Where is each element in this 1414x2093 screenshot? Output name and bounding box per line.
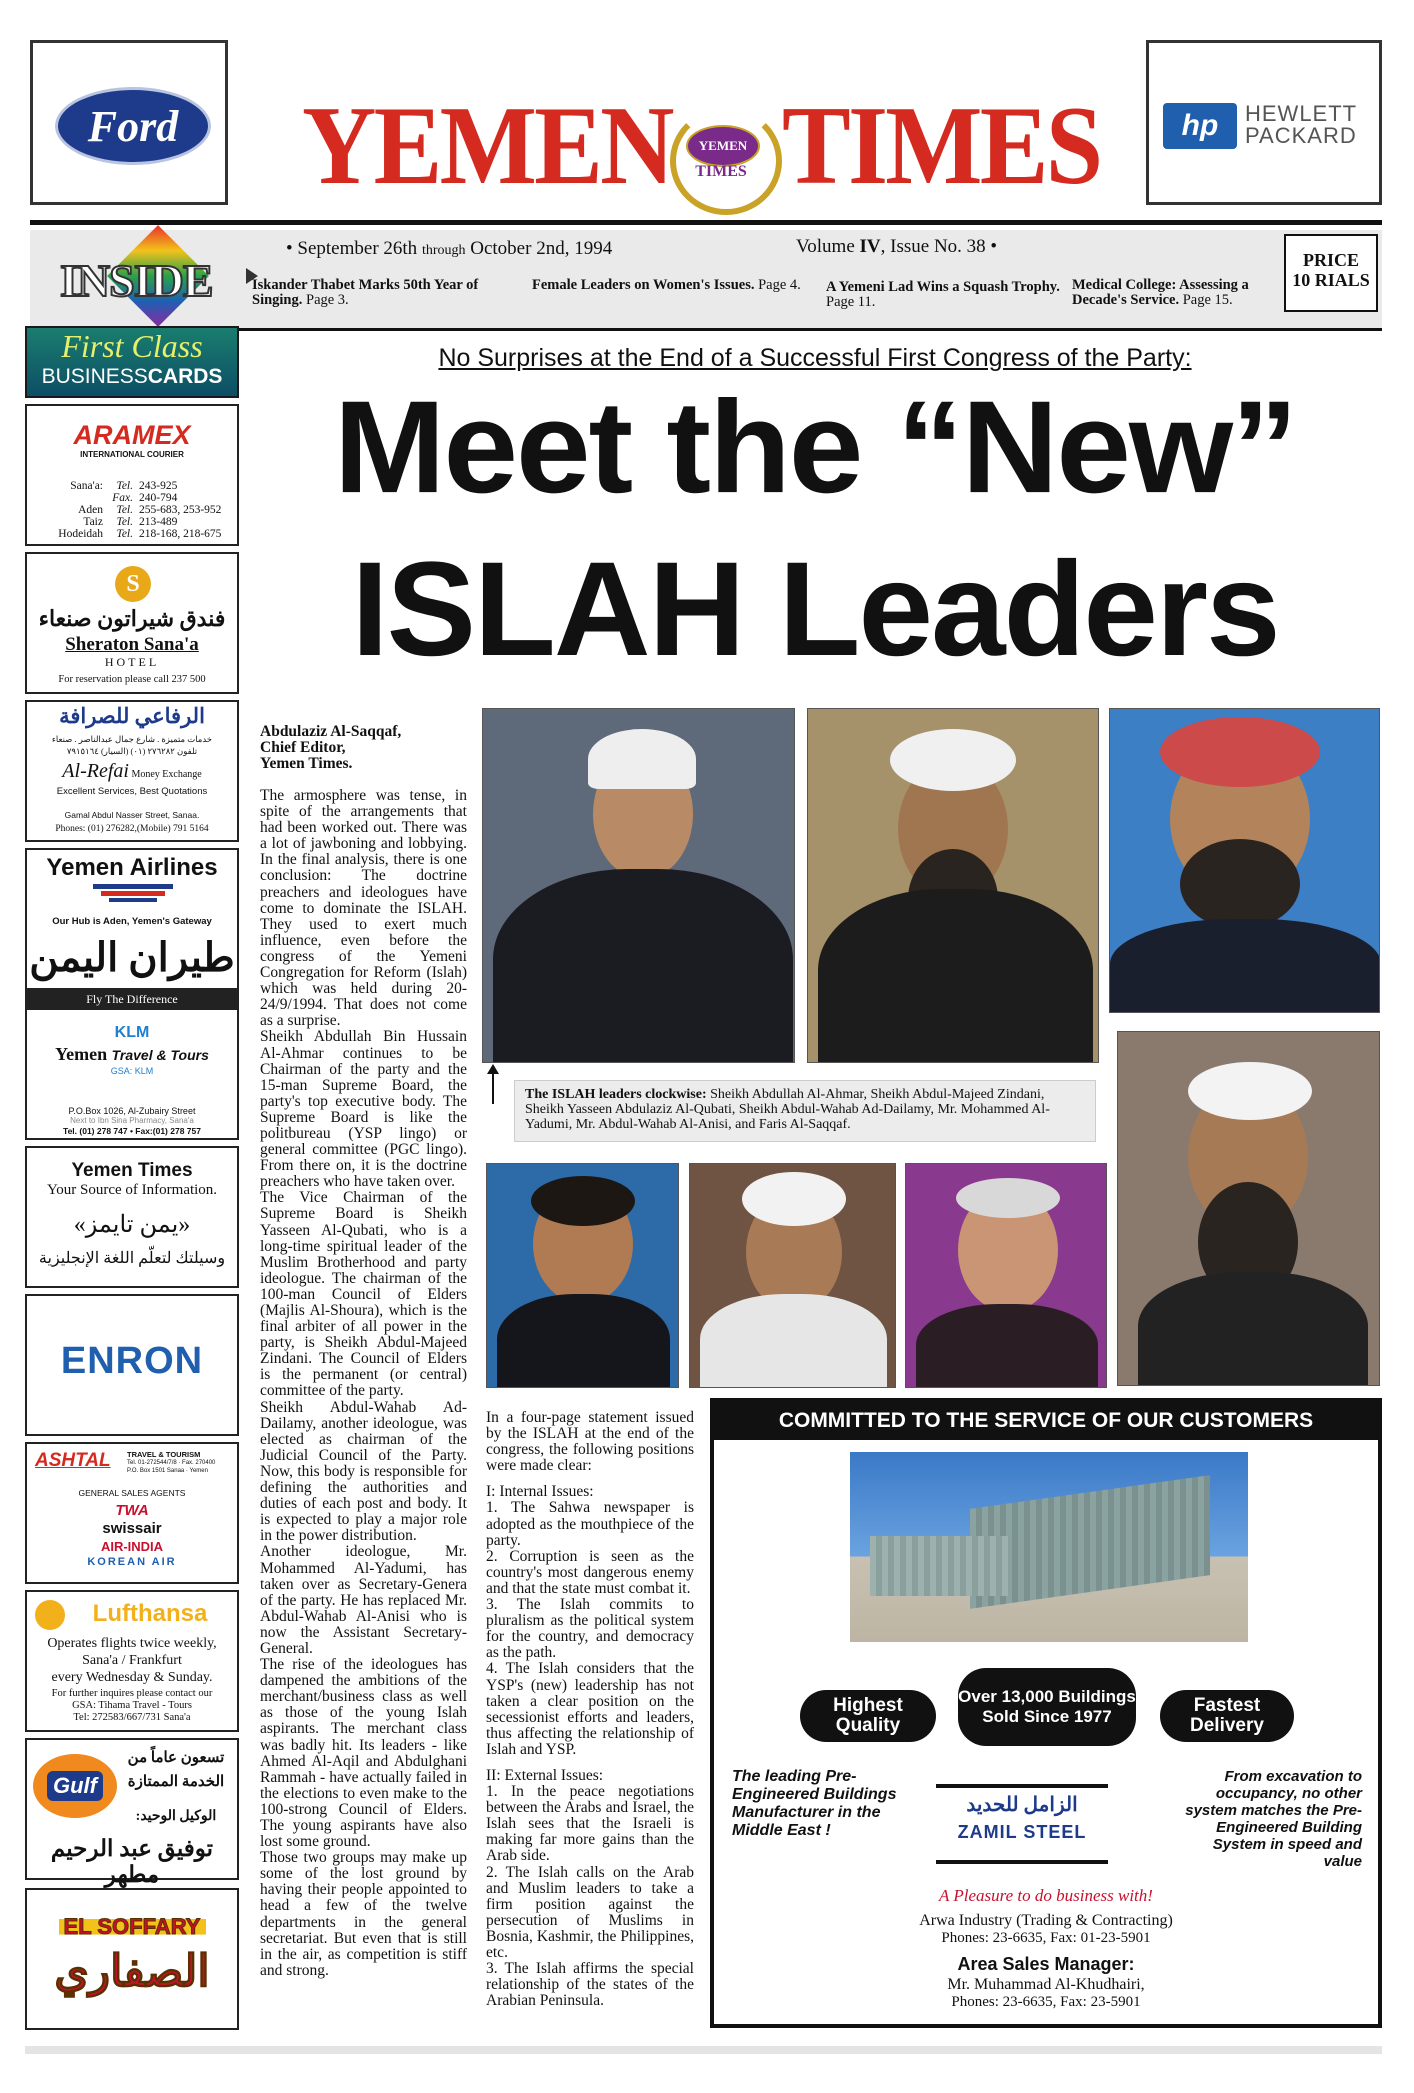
alrefai-arabic-phone: تلفون ٢٧٦٢٨٢ (٠١) (السيار) ٧٩١٥١٦٤ [66,746,198,756]
ad-zamil-steel[interactable] [710,1398,1382,2028]
aramex-city: Aden [78,504,103,516]
article-paragraph: Those two groups may make up some of the lost ground by having their people appointed to head a few of the twelve departments in the general secretariat. But even that is still in the air, as competition is stiff and strong. [260,1849,467,1979]
lufthansa-l4: For further inquires please contact our [51,1688,213,1699]
klm-addr1: P.O.Box 1026, Al-Zubairy Street [68,1106,196,1116]
aramex-label: Tel. [116,516,133,528]
photo-anisi [689,1163,896,1388]
article-paragraph: I: Internal Issues: [486,1483,594,1501]
zamil-building-photo [850,1452,1248,1642]
klm-name2: Travel & Tours [111,1047,209,1063]
aramex-label: Tel. [116,480,133,492]
article-paragraph: 1. The Sahwa newspaper is adopted as the mouthpiece of the party. [486,1499,694,1549]
ad-ashtal[interactable] [25,1442,239,1584]
ad-sheraton[interactable] [25,552,239,694]
pill-text: Over 13,000 Buildings Sold Since 1977 [958,1687,1136,1726]
soffary-arabic: الصفاري [54,1947,210,1996]
teaser-2[interactable] [532,278,802,293]
gulf-logo-text: Gulf [47,1771,103,1801]
zamil-left-text: The leading Pre-Engineered Buildings Manufacturer in the Middle East ! [732,1768,897,1839]
yemenia-logo-icon [93,884,173,902]
article-paragraph: In a four-page statement issued by the ISLAH at the end of the congress, the following positions were made clear: [486,1409,694,1475]
issue-through: through [421,243,466,258]
article-paragraph: Sheikh Abdul-Wahab Ad-Dailamy, another ideologue, was elected as chairman of the Judicial Council of the Party. Now, this body is responsible for defining the authorities and duties of each post and body. It is expected to play a major role in the power distribution. [260,1398,467,1545]
yemenia-tag: Our Hub is Aden, Yemen's Gateway [52,916,212,927]
zamil-phones: Phones: 23-6635, Fax: 01-23-5901 [941,1930,1151,1946]
klm-name [27,1044,237,1065]
aramex-contact-row [33,528,233,540]
first-class-cards: CARDS [147,365,223,388]
zamil-banner: COMMITTED TO THE SERVICE OF OUR CUSTOMERS [714,1402,1378,1440]
hp-name-line2: PACKARD [1245,123,1357,148]
ashtal-sub3: P.O. Box 1501 Sanaa · Yemen [127,1468,208,1474]
article-paragraph: The armosphere was tense, in spite of the arrangements that had been worked out. There was a lot of jawboning and lobbying. In the final analysis, there is one conclusion: The doctrine preachers and ideologues have come to dominate the ISLAH. They used to exert much influence, even before the congress of the Yemeni Congregation for Reform (Islah) which was held during 20-24/9/1994. That does not come as a surprise. [260,787,467,1030]
price-box [1284,234,1378,312]
ford-logo [55,87,211,165]
yemenia-motto: Fly The Difference [25,990,239,1008]
teaser-title: A Yemeni Lad Wins a Squash Trophy. [826,279,1060,295]
article-paragraph: II: External Issues: [486,1766,604,1784]
gulf-arabic2: الخدمة الممتازة [127,1774,225,1790]
teaser-page: Page 3. [306,292,349,308]
alrefai-services: Excellent Services, Best Quotations [56,786,208,797]
teaser-3[interactable] [826,280,1066,310]
photo-qubati [1109,708,1380,1013]
aramex-contact-row [33,480,233,492]
ad-alrefai[interactable] [25,700,239,842]
alrefai-arabic: الرفاعي للصرافة [59,704,205,728]
zamil-logo-text: ZAMIL STEEL [957,1822,1087,1842]
photo-saqqaf [905,1163,1107,1388]
caption-text: Sheikh Abdullah Al-Ahmar, Sheikh Abdul-Majeed Zindani, Sheikh Yasseen Abdulaziz Al-Qubati, Sheikh Abdul-Wahab Ad-Dailamy, Mr. Mohammed Al-Yadumi, Mr. Abdul-Wahab Al-Anisi, and Faris Al-Saqqaf. [525,1087,1050,1132]
aramex-logo: ARAMEX [73,420,191,450]
masthead-title-left: YEMEN [302,84,672,208]
lufthansa-l2: Sana'a / Frankfurt [82,1653,182,1668]
lufthansa-l5: GSA: Tihama Travel - Tours [72,1700,192,1711]
headline-line2: ISLAH Leaders [351,535,1279,684]
page-bottom-rule [25,2046,1382,2054]
price-value: 10 RIALS [1292,270,1370,290]
byline-paper: Yemen Times. [260,755,353,772]
aramex-city: Taiz [83,516,103,528]
zamil-company: Arwa Industry (Trading & Contracting) [919,1912,1173,1929]
pill-text: Highest Quality [833,1695,903,1736]
sheraton-arabic: فندق شيراتون صنعاء [38,606,226,631]
yt-ad-arabic2: وسيلتك لتعلّم اللغة الإنجليزية [38,1250,226,1267]
zamil-logo-arabic: الزامل للحديد [966,1794,1078,1816]
lufthansa-l6: Tel: 272583/667/731 Sana'a [73,1712,191,1723]
price-label: PRICE [1302,250,1359,270]
ford-ad[interactable] [30,40,228,205]
ad-yemen-airlines[interactable] [25,848,239,990]
emblem-oval: YEMEN [686,125,760,167]
enron-logo: ENRON [60,1340,204,1382]
caption-arrow-icon [492,1070,494,1104]
byline [260,724,470,772]
gulf-arabic3: الوكيل الوحيد: [135,1809,217,1824]
article-paragraph: Another ideologue, Mr. Mohammed Al-Yadumi, has taken over as Secretary-Genera of the party. He has replaced Mr. Abdul-Wahab Al-Anisi who is now the Assistant Secretary-General. [260,1543,467,1657]
byline-name: Abdulaziz Al-Saqqaf, [260,723,402,740]
yemenia-name: Yemen Airlines [46,854,218,881]
sheraton-note: For reservation please call 237 500 [58,674,206,685]
lufthansa-l3: every Wednesday & Sunday. [51,1670,213,1685]
zamil-pill-buildings [958,1668,1136,1746]
zamil-pill-delivery [1160,1690,1294,1742]
photo-yadumi [486,1163,679,1388]
hp-logo-text: hp [1181,109,1219,142]
gulf-arabic1: تسعون عاماً من [127,1750,225,1766]
inside-badge [60,238,260,320]
teaser-1[interactable] [252,278,512,308]
article-paragraph: 4. The Islah considers that the YSP's (new) leadership has not taken a clear position on the secessionist efforts and leaders, thus affecting the relationship of Islah and YSP. [486,1660,694,1758]
teaser-title: Female Leaders on Women's Issues. [532,277,755,293]
photo-dailamy [1117,1031,1380,1386]
zamil-logo [936,1784,1108,1864]
masthead-emblem [662,105,780,205]
teaser-page: Page 15. [1182,292,1233,308]
hp-ad[interactable] [1146,40,1382,205]
aramex-city [33,492,103,504]
ad-lufthansa[interactable] [25,1590,239,1732]
article-column-2 [486,1410,694,2009]
teaser-page: Page 4. [758,277,801,293]
hp-name [1245,103,1357,147]
article-paragraph: Sheikh Abdullah Bin Hussain Al-Ahmar continues to be Chairman of the party and the 15-man Supreme Board, the party's top executive body. The Supreme Board is like the politbureau (YSP lingo) or general committee (PGC lingo). From there on, it is the doctrine preachers who have taken over. [260,1028,467,1191]
volume-number: IV [859,236,881,257]
ad-yemen-times[interactable] [25,1146,239,1288]
volume-label: Volume [796,236,855,257]
zamil-manager-phones: Phones: 23-6635, Fax: 23-5901 [951,1994,1141,2010]
article-column-1 [260,788,467,1979]
issue-bar [30,230,1382,331]
gulf-arabic4: توفيق عبد الرحيم مطهر [50,1836,214,1887]
lufthansa-crane-icon [35,1600,65,1630]
hp-logo [1163,103,1237,149]
ashtal-twa: TWA [115,1502,149,1519]
ad-first-class[interactable] [25,326,239,398]
article-paragraph: 3. The Islah commits to pluralism as the political system for the country, and democracy as the path. [486,1596,694,1662]
caption-arrowhead-icon [487,1064,499,1074]
ad-aramex[interactable] [25,404,239,546]
ford-logo-text: Ford [87,101,179,151]
article-paragraph: 2. Corruption is seen as the country's most dangerous enemy and that the state must combat it. [486,1547,694,1597]
klm-tel: Tel. (01) 278 747 • Fax:(01) 278 757 [63,1126,201,1136]
aramex-city: Hodeidah [58,528,103,540]
ashtal-korean: KOREAN AIR [87,1556,177,1568]
aramex-tag: INTERNATIONAL COURIER [80,450,184,459]
ashtal-sub2: Tel. 01-272544/7/8 · Fax. 270400 [127,1460,216,1466]
aramex-label: Fax. [112,492,133,504]
article-paragraph: The Vice Chairman of the Supreme Board is Sheikh Yasseen Al-Qubati, who is a long-time spiritual leader of the Muslim Brotherhood and party ideologue. The chairman of the 100-man Council of Elders (Majlis Al-Shoura), which is the final arbiter of all power in the party, is Sheikh Abdul-Majeed Zindani. The Council of Elders is the permanent (or central) committee of the party. [260,1189,467,1400]
alrefai-name: Al-Refai [62,760,129,782]
first-class-title: First Class [61,328,203,364]
soffary-name: EL SOFFARY [27,1914,237,1940]
zamil-pleasure: A Pleasure to do business with! [939,1886,1153,1905]
alrefai-phones: Phones: (01) 276282,(Mobile) 791 5164 [55,824,209,834]
aramex-city: Sana'a: [70,480,103,492]
ashtal-sub1: TRAVEL & TOURISM [127,1450,201,1459]
aramex-value: 240-794 [139,492,178,504]
aramex-value: 243-925 [139,480,178,492]
article-paragraph: 1. In the peace negotiations between the Arabs and Israel, the Islah sees that the Israeli is making far more gains than the Arab side. [486,1783,694,1865]
aramex-value: 218-168, 218-675 [139,528,222,540]
yt-ad-name: Yemen Times [71,1160,193,1181]
klm-gsa: GSA: KLM [110,1066,154,1076]
sheraton-sub: HOTEL [104,655,160,669]
issue-date-end: October 2nd, 1994 [470,238,613,259]
headline-line1: Meet the “New” [333,374,1297,521]
alrefai-type: Money Exchange [131,769,202,780]
teaser-4[interactable] [1072,278,1292,308]
sheraton-name: Sheraton Sana'a [65,634,199,655]
klm-logo: KLM [114,1024,150,1041]
ad-gulf[interactable] [25,1738,239,1887]
zamil-manager-label: Area Sales Manager: [957,1954,1135,1974]
klm-name1: Yemen [55,1044,108,1064]
caption-lead: The ISLAH leaders clockwise: [525,1087,707,1102]
aramex-contact-row [33,504,233,516]
article-paragraph: The rise of the ideologues has dampened the ambitions of the merchant/business class as well as those of the young Islah aspirants. The merchant class was badly hit. Its leaders - like Ahmed Al-Aqil and Abdulghani Rammah - have actually failed in the elections to even make to the 100-strong Council of Elders. The young aspirants have also lost some ground. [260,1656,467,1851]
issue-number: , Issue No. 38 • [880,236,998,257]
lufthansa-l1: Operates flights twice weekly, [47,1636,217,1651]
ad-el-soffary[interactable] [25,1888,239,2030]
zamil-pill-quality [800,1690,936,1742]
yt-ad-tag: Your Source of Information. [46,1182,218,1198]
teaser-page: Page 11. [826,294,876,310]
gulf-logo [33,1754,117,1818]
issue-date-start: September 26th [297,238,418,259]
ashtal-logo: ASHTAL [35,1450,111,1471]
photo-caption [514,1080,1096,1142]
issue-date [286,238,612,260]
zamil-manager: Mr. Muhammad Al-Khudhairi, [947,1976,1145,1993]
alrefai-brand [31,760,233,783]
first-class-sub [27,364,237,390]
aramex-value: 213-489 [139,516,178,528]
teaser-title: Iskander Thabet Marks 50th Year of Singing. [252,277,479,308]
aramex-contact-row [33,516,233,528]
masthead-rule [30,220,1382,225]
alrefai-arabic-sub: خدمات متميزة . شارع جمال عبدالناصر . صنعاء [51,734,213,744]
headline-kicker: No Surprises at the End of a Successful First Congress of the Party: [438,344,1192,372]
masthead-title [232,80,1102,230]
issue-bullet: • [286,238,293,259]
pill-text: Fastest Delivery [1190,1695,1264,1736]
hp-name-line1: HEWLETT [1245,101,1358,126]
ad-enron[interactable] [25,1294,239,1436]
inside-label: INSIDE [60,255,213,306]
lufthansa-name: Lufthansa [92,1600,208,1627]
aramex-contact-row [33,492,233,504]
first-class-business: BUSINESS [41,365,148,388]
ashtal-airindia: AIR-INDIA [100,1539,164,1554]
yt-ad-arabic1: «يمن تايمز» [73,1212,191,1238]
article-paragraph: 3. The Islah affirms the special relationship of the states of the Arabian Peninsula. [486,1960,694,2010]
emblem-times: TIMES [695,163,747,180]
aramex-label: Tel. [116,528,133,540]
photo-al-ahmar [482,708,795,1063]
yemenia-arabic: طيران اليمن [29,935,235,980]
klm-addr2: Next to Ibn Sina Pharmacy, Sana'a [70,1116,194,1125]
byline-role: Chief Editor, [260,739,346,756]
sheraton-logo: S [115,566,151,602]
teaser-title: Medical College: Assessing a Decade's Service. [1072,277,1249,308]
issue-volume [796,236,997,258]
ashtal-gsa: GENERAL SALES AGENTS [78,1488,186,1498]
aramex-value: 255-683, 253-952 [139,504,222,516]
aramex-contacts [33,480,233,540]
article-paragraph: 2. The Islah calls on the Arab and Muslim leaders to take a firm position against the persecution of Muslims in Bosnia, Kashmir, the Philippines, etc. [486,1863,694,1961]
alrefai-address: Gamal Abdul Nasser Street, Sanaa. [64,810,200,820]
aramex-label: Tel. [116,504,133,516]
photo-zindani [807,708,1099,1063]
zamil-right-text: From excavation to occupancy, no other system matches the Pre-Engineered Building System in speed and value [1185,1768,1362,1870]
masthead-title-right: TIMES [782,84,1101,208]
ad-klm[interactable] [25,1008,239,1140]
ashtal-swissair: swissair [102,1520,162,1537]
